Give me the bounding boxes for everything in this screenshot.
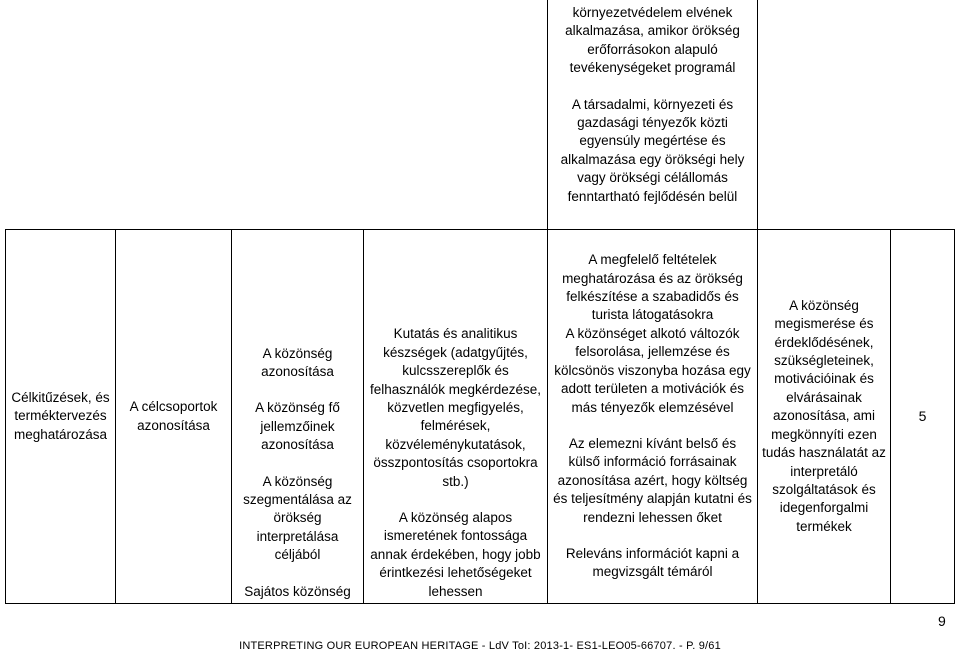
knowledge-paragraph: A közönséget alkotó változók felsorolása, jellemzése és kölcsönös viszonyba hozása egy adott területen a motivációk és más tényezők elemzésével	[554, 325, 751, 415]
table-border-right	[954, 229, 955, 604]
knowledge-paragraph: Az elemezni kívánt belső és külső információ forrásainak azonosítása azért, hogy költség és teljesítmény alapján kutatni és rendezni lehessen őket	[553, 435, 752, 525]
audience-paragraph: A közönség szegmentálása az örökség interpretálása céljából	[243, 473, 352, 563]
table-bottom-border	[5, 603, 955, 604]
top-cell-paragraph: környezetvédelem elvének alkalmazása, amikor örökség erőforrásokon alapuló tevékenységeket programál	[565, 5, 740, 76]
competence-text: A közönség megismerése és érdeklődésének, szükségleteinek, motivációinak és elvárásainak azonosítása, ami megkönnyíti ezen tudás használatát az interpretáló szolgáltatások és idegenforgalmi termékek	[762, 297, 886, 534]
audience-paragraph: A közönség azonosítása	[261, 345, 334, 379]
skills-paragraph: A közönség alapos ismeretének fontossága annak érdekében, hogy jobb érintkezési lehetőségeket lehessen	[370, 509, 541, 599]
page-number: 9	[938, 613, 946, 629]
knowledge-paragraph: Releváns információt kapni a megvizsgált témáról	[565, 545, 740, 580]
cell-knowledge	[548, 230, 757, 603]
top-cell-paragraph: A társadalmi, környezeti és gazdasági tényezők közti egyensúly megértése és alkalmazása egy örökségi hely vagy örökségi célállomás fenntartható fejlődésén belül	[560, 96, 745, 204]
page-footer: INTERPRETING OUR EUROPEAN HERITAGE - LdV ToI: 2013-1- ES1-LEO05-66707. - P. 9/61	[239, 640, 721, 652]
cell-target-groups	[116, 230, 231, 603]
cell-objectives	[6, 230, 115, 603]
audience-paragraph: A közönség fő jellemzőinek azonosítása	[255, 400, 340, 453]
knowledge-paragraph: A megfelelő feltételek meghatározása és az örökség felkészítése a szabadidős és turista látogatásokra	[562, 252, 743, 323]
cell-skills	[364, 230, 547, 603]
cell-level	[891, 230, 954, 603]
target-groups-text: A célcsoportok azonosítása	[129, 399, 218, 433]
objectives-text: Célkitűzések, és terméktervezés meghatározása	[11, 389, 110, 442]
cell-audience-identification	[232, 230, 363, 603]
level-value: 5	[918, 408, 927, 425]
skills-paragraph: Kutatás és analitikus készségek (adatgyűjtés, kulcsszereplők és felhasználók megkérdezése, közvetlen megfigyelés, felmérések, közvéleménykutatások, összpontosítás csoportokra stb.)	[369, 326, 542, 489]
cell-competence	[758, 230, 890, 603]
top-cell	[548, 0, 757, 229]
audience-paragraph: Sajátos közönség	[244, 583, 351, 599]
